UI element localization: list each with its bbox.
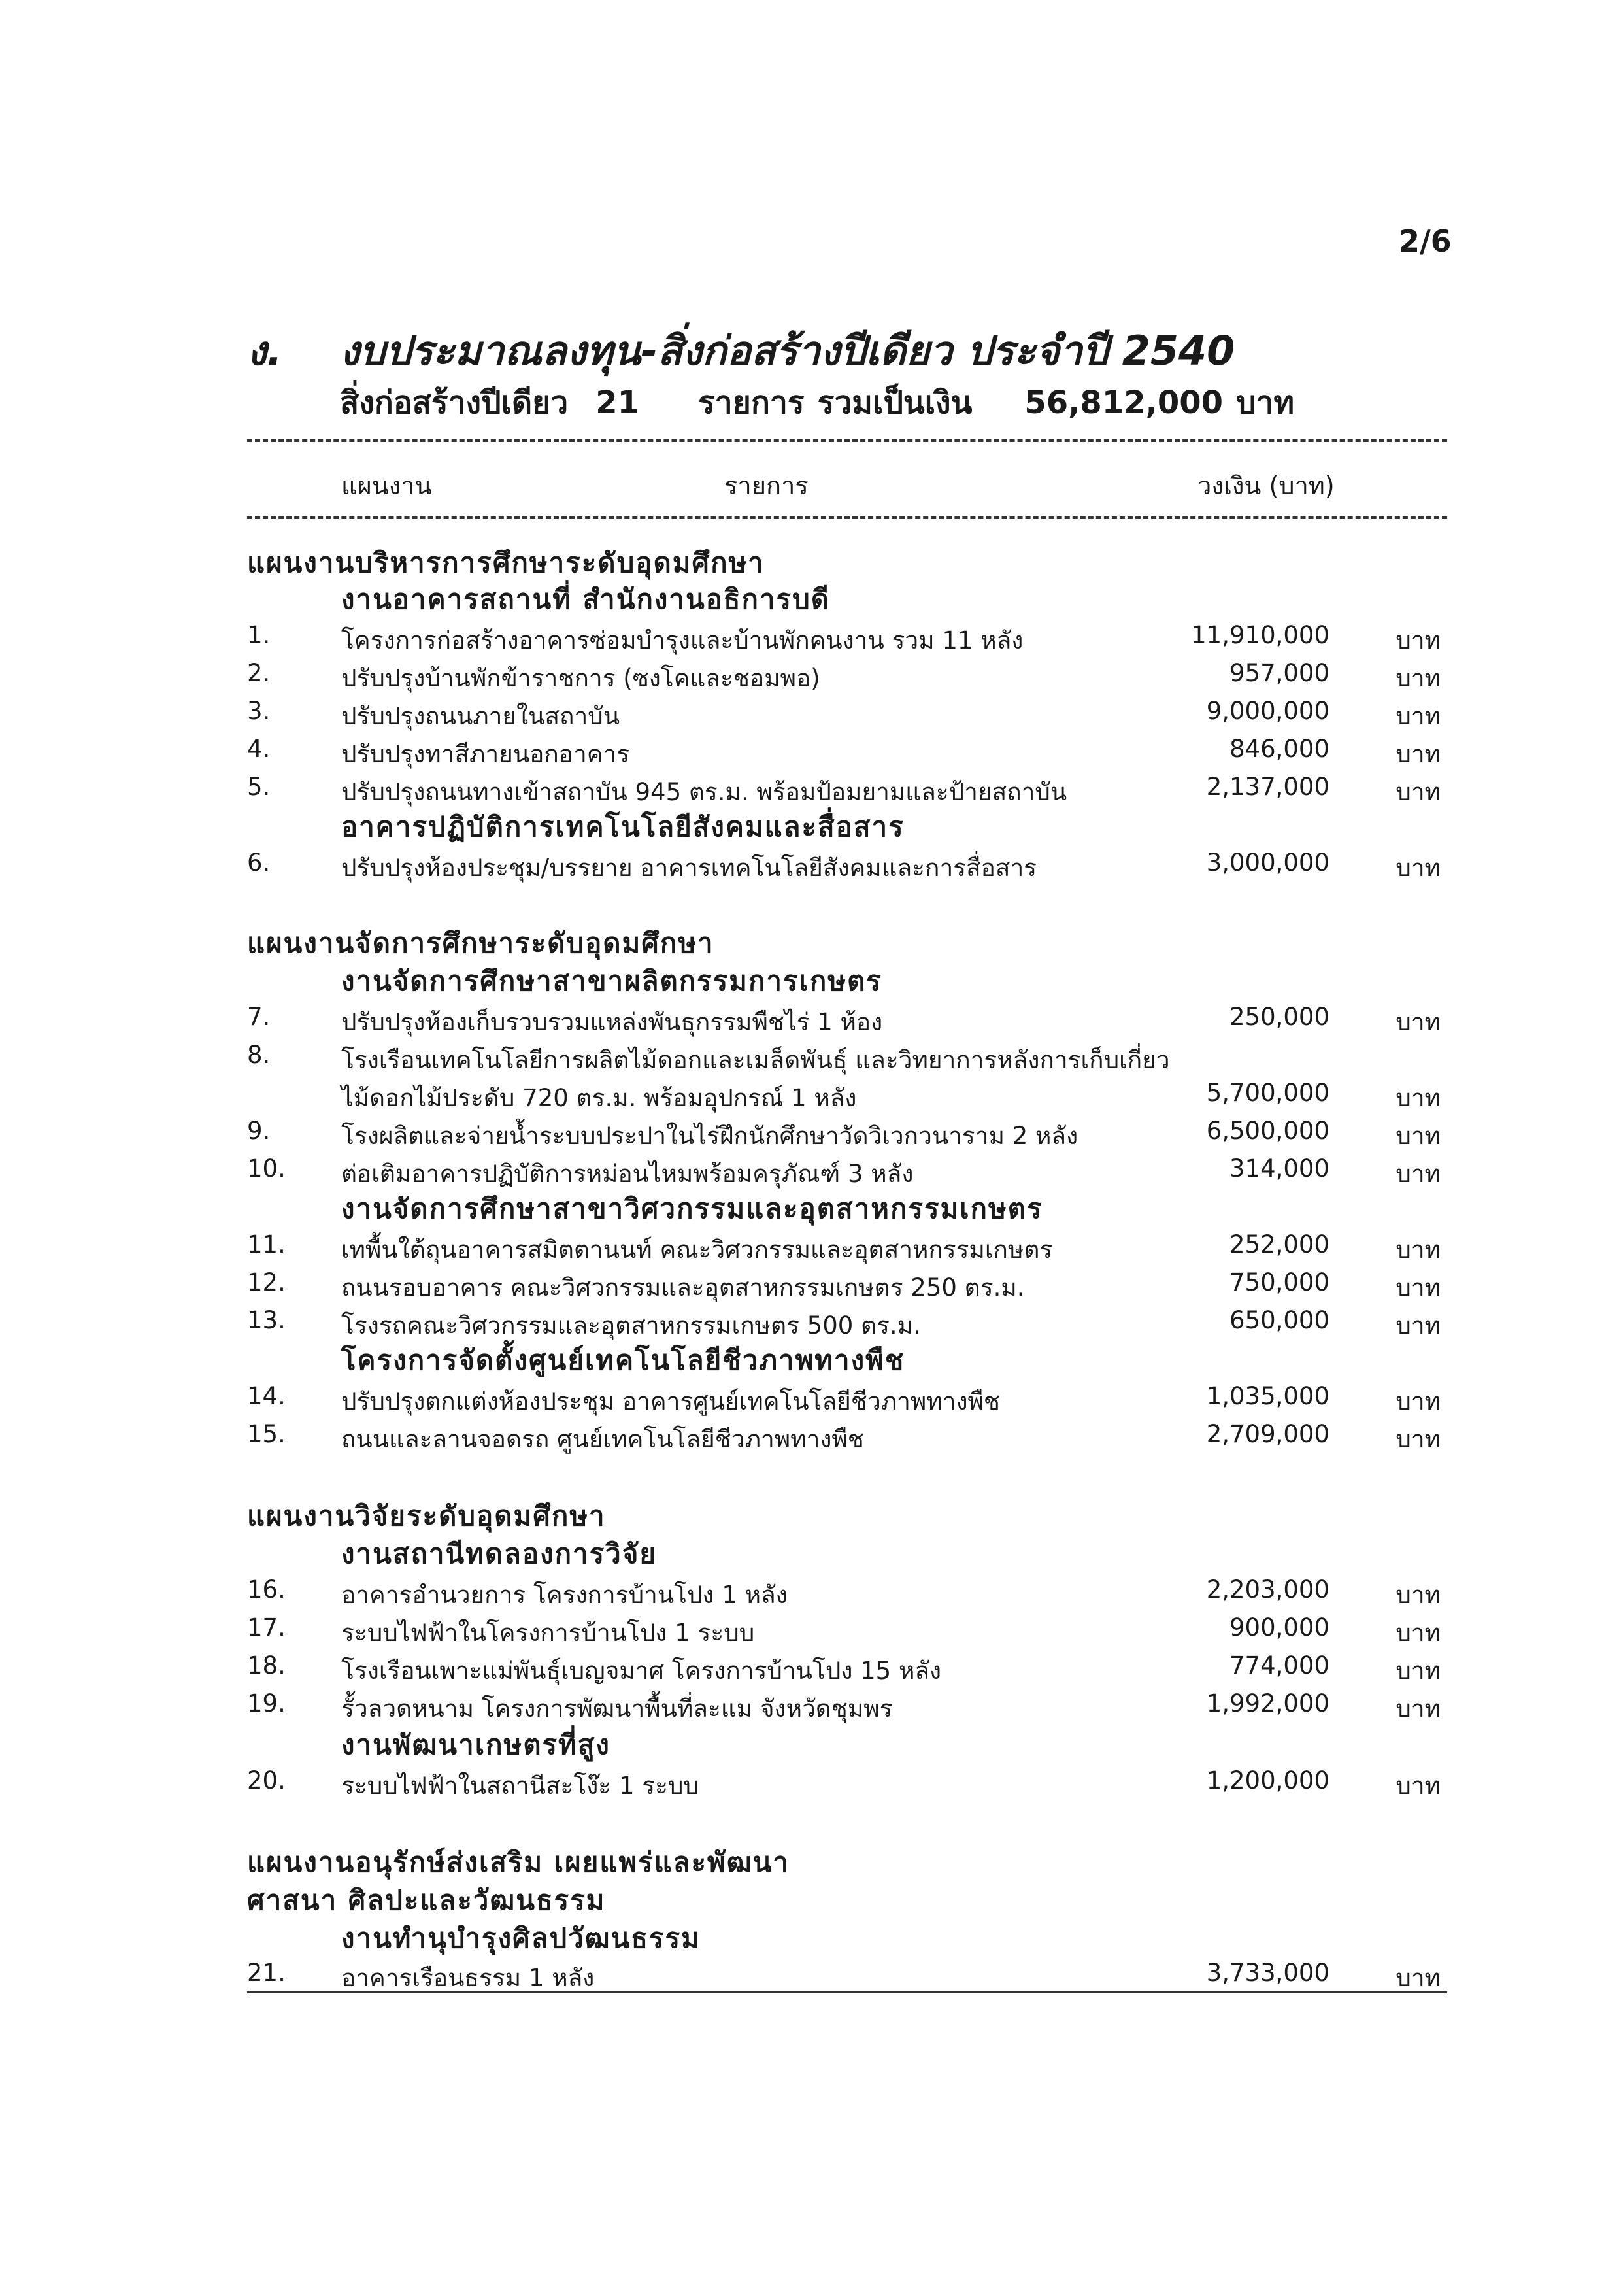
- header-items: รายการ: [724, 471, 809, 500]
- item-unit: บาท: [1395, 1772, 1441, 1800]
- subtitle-total: 56,812,000: [1024, 384, 1224, 421]
- item-amount: 1,992,000: [1206, 1689, 1329, 1717]
- dashed-divider-top: [247, 439, 1447, 442]
- item-amount: 1,035,000: [1206, 1382, 1329, 1410]
- table-row: [247, 1117, 1447, 1153]
- subtitle-label: สิ่งก่อสร้างปีเดียว: [340, 384, 569, 421]
- section-plan-culture-line1: แผนงานอนุรักษ์ส่งเสริม เผยแพร่และพัฒนา: [247, 1846, 790, 1878]
- item-unit: บาท: [1395, 1008, 1441, 1036]
- item-amount: 314,000: [1229, 1155, 1329, 1183]
- item-unit: บาท: [1395, 1425, 1441, 1453]
- item-unit: บาท: [1395, 1619, 1441, 1647]
- item-unit: บาท: [1395, 1236, 1441, 1264]
- table-row: [247, 849, 1447, 885]
- item-number: 11.: [247, 1230, 286, 1258]
- item-number: 18.: [247, 1651, 286, 1680]
- item-description: รั้วลวดหนาม โครงการพัฒนาพื้นที่ละแม จังหวัดชุมพร: [341, 1695, 893, 1723]
- subtitle: [340, 378, 1322, 428]
- table-row: [247, 621, 1447, 658]
- item-description: อาคารอำนวยการ โครงการบ้านโปง 1 หลัง: [341, 1581, 788, 1609]
- table-row: [247, 735, 1447, 771]
- item-number: 8.: [247, 1041, 271, 1069]
- item-amount: 2,203,000: [1206, 1576, 1329, 1604]
- item-amount: 1,200,000: [1206, 1766, 1329, 1795]
- item-description: ปรับปรุงห้องประชุม/บรรยาย อาคารเทคโนโลยีสังคมและการสื่อสาร: [341, 854, 1037, 882]
- item-amount: 900,000: [1229, 1613, 1329, 1642]
- item-number: 3.: [247, 697, 271, 725]
- table-row: [247, 1041, 1447, 1118]
- item-description: โรงเรือนเทคโนโลยีการผลิตไม้ดอกและเมล็ดพันธุ์ และวิทยาการหลังการเก็บเกี่ยว: [341, 1046, 1170, 1074]
- item-unit: บาท: [1395, 1084, 1441, 1112]
- item-description: ปรับปรุงบ้านพักข้าราชการ (ซงโคและชอมพอ): [341, 664, 820, 692]
- header-plan: แผนงาน: [341, 471, 432, 500]
- item-unit: บาท: [1395, 1387, 1441, 1415]
- item-unit: บาท: [1395, 626, 1441, 654]
- item-number: 15.: [247, 1420, 286, 1448]
- item-description: อาคารเรือนธรรม 1 หลัง: [341, 1964, 595, 1992]
- section-work-stations: งานสถานีทดลองการวิจัย: [341, 1538, 657, 1570]
- item-description: ระบบไฟฟ้าในโครงการบ้านโปง 1 ระบบ: [341, 1619, 755, 1647]
- item-amount: 957,000: [1229, 659, 1329, 687]
- item-number: 10.: [247, 1155, 286, 1183]
- item-amount: 5,700,000: [1206, 1079, 1329, 1107]
- item-amount: 9,000,000: [1206, 697, 1329, 725]
- item-amount: 3,000,000: [1206, 849, 1329, 877]
- item-description: ต่อเติมอาคารปฏิบัติการหม่อนไหมพร้อมครุภัณฑ์ 3 หลัง: [341, 1160, 914, 1188]
- section-work-highland: งานพัฒนาเกษตรที่สูง: [341, 1729, 610, 1761]
- table-row: [247, 1689, 1447, 1726]
- section-plan-culture-line2: ศาสนา ศิลปะและวัฒนธรรม: [247, 1884, 606, 1916]
- item-number: 17.: [247, 1613, 286, 1642]
- item-number: 20.: [247, 1766, 286, 1795]
- item-number: 14.: [247, 1382, 286, 1410]
- page-number: 2/6: [1399, 224, 1452, 259]
- table-row: [247, 1959, 1447, 1993]
- item-unit: บาท: [1395, 1274, 1441, 1302]
- section-plan-admin: แผนงานบริหารการศึกษาระดับอุดมศึกษา: [247, 547, 765, 579]
- table-row: [247, 1766, 1447, 1803]
- subtitle-count: 21: [595, 384, 640, 421]
- item-unit: บาท: [1395, 664, 1441, 692]
- subtitle-total-label: รวมเป็นเงิน: [817, 384, 973, 421]
- table-row: [247, 1420, 1447, 1457]
- section-work-culture: งานทำนุบำรุงศิลปวัฒนธรรม: [341, 1922, 701, 1954]
- item-amount: 750,000: [1229, 1268, 1329, 1296]
- item-number: 7.: [247, 1003, 271, 1031]
- item-description: โครงการก่อสร้างอาคารซ่อมบำรุงและบ้านพักคนงาน รวม 11 หลัง: [341, 626, 1024, 654]
- item-amount: 774,000: [1229, 1651, 1329, 1680]
- item-unit: บาท: [1395, 1657, 1441, 1685]
- item-description: ปรับปรุงห้องเก็บรวบรวมแหล่งพันธุกรรมพืชไร่ 1 ห้อง: [341, 1008, 883, 1036]
- item-unit: บาท: [1395, 1581, 1441, 1609]
- section-plan-research: แผนงานวิจัยระดับอุดมศึกษา: [247, 1500, 606, 1532]
- item-description: โรงผลิตและจ่ายน้ำระบบประปาในไร่ฝึกนักศึกษาวัดวิเวกวนาราม 2 หลัง: [341, 1122, 1078, 1150]
- item-description: ถนนรอบอาคาร คณะวิศวกรรมและอุตสาหกรรมเกษตร 250 ตร.ม.: [341, 1274, 1025, 1302]
- title-prefix: ง.: [247, 327, 282, 375]
- table-row: [247, 1306, 1447, 1343]
- table-row: [247, 1613, 1447, 1650]
- section-work-buildings: งานอาคารสถานที่ สำนักงานอธิการบดี: [341, 583, 831, 615]
- item-amount: 252,000: [1229, 1230, 1329, 1258]
- section-work-engineering: งานจัดการศึกษาสาขาวิศวกรรมและอุตสาหกรรมเกษตร: [341, 1192, 1043, 1224]
- item-number: 2.: [247, 659, 271, 687]
- item-unit: บาท: [1395, 702, 1441, 730]
- table-row: [247, 1382, 1447, 1419]
- table-row: [247, 1230, 1447, 1267]
- item-unit: บาท: [1395, 1964, 1441, 1992]
- item-description: เทพื้นใต้ถุนอาคารสมิตตานนท์ คณะวิศวกรรมและอุตสาหกรรมเกษตร: [341, 1236, 1053, 1264]
- item-number: 19.: [247, 1689, 286, 1717]
- table-row: [247, 1003, 1447, 1039]
- subtitle-unit: บาท: [1236, 384, 1295, 421]
- item-unit: บาท: [1395, 1122, 1441, 1150]
- item-unit: บาท: [1395, 1695, 1441, 1723]
- item-description: ปรับปรุงตกแต่งห้องประชุม อาคารศูนย์เทคโนโลยีชีวภาพทางพืช: [341, 1387, 1001, 1415]
- item-number: 21.: [247, 1959, 286, 1987]
- item-number: 5.: [247, 773, 271, 801]
- subtitle-items-label: รายการ: [698, 384, 805, 421]
- section-work-social-tech: อาคารปฏิบัติการเทคโนโลยีสังคมและสื่อสาร: [341, 811, 905, 843]
- item-unit: บาท: [1395, 1160, 1441, 1188]
- section-work-biotech: โครงการจัดตั้งศูนย์เทคโนโลยีชีวภาพทางพืช: [341, 1344, 905, 1376]
- dashed-divider-header: [247, 516, 1447, 519]
- table-row: [247, 773, 1447, 809]
- item-number: 4.: [247, 735, 271, 763]
- item-unit: บาท: [1395, 854, 1441, 882]
- item-amount: 250,000: [1229, 1003, 1329, 1031]
- item-number: 12.: [247, 1268, 286, 1296]
- item-number: 13.: [247, 1306, 286, 1334]
- document-title: งบประมาณลงทุน-สิ่งก่อสร้างปีเดียว ประจำปี 2540: [340, 327, 1235, 375]
- item-number: 16.: [247, 1576, 286, 1604]
- table-row: [247, 1268, 1447, 1305]
- item-number: 1.: [247, 621, 271, 649]
- item-unit: บาท: [1395, 1311, 1441, 1340]
- section-plan-education: แผนงานจัดการศึกษาระดับอุดมศึกษา: [247, 927, 714, 959]
- item-unit: บาท: [1395, 740, 1441, 768]
- item-amount: 2,709,000: [1206, 1420, 1329, 1448]
- item-unit: บาท: [1395, 778, 1441, 806]
- item-amount: 6,500,000: [1206, 1117, 1329, 1145]
- item-amount: 2,137,000: [1206, 773, 1329, 801]
- item-description: ระบบไฟฟ้าในสถานีสะโง๊ะ 1 ระบบ: [341, 1772, 699, 1800]
- item-description: ปรับปรุงถนนทางเข้าสถาบัน 945 ตร.ม. พร้อมป้อมยามและป้ายสถาบัน: [341, 778, 1067, 806]
- item-description: โรงเรือนเพาะแม่พันธุ์เบญจมาศ โครงการบ้านโปง 15 หลัง: [341, 1657, 942, 1685]
- table-row: [247, 659, 1447, 696]
- item-amount: 3,733,000: [1206, 1959, 1329, 1987]
- item-amount: 846,000: [1229, 735, 1329, 763]
- item-amount: 650,000: [1229, 1306, 1329, 1334]
- table-row: [247, 697, 1447, 734]
- item-description-cont: ไม้ดอกไม้ประดับ 720 ตร.ม. พร้อมอุปกรณ์ 1 หลัง: [341, 1084, 857, 1112]
- item-description: โรงรถคณะวิศวกรรมและอุตสาหกรรมเกษตร 500 ตร.ม.: [341, 1311, 921, 1340]
- item-number: 9.: [247, 1117, 271, 1145]
- item-description: ถนนและลานจอดรถ ศูนย์เทคโนโลยีชีวภาพทางพืช: [341, 1425, 864, 1453]
- item-amount: 11,910,000: [1191, 621, 1329, 649]
- item-description: ปรับปรุงทาสีภายนอกอาคาร: [341, 740, 630, 768]
- table-row: [247, 1155, 1447, 1191]
- table-row: [247, 1651, 1447, 1688]
- table-row: [247, 1576, 1447, 1612]
- item-description: ปรับปรุงถนนภายในสถาบัน: [341, 702, 620, 730]
- item-number: 6.: [247, 849, 271, 877]
- section-work-agri-production: งานจัดการศึกษาสาขาผลิตกรรมการเกษตร: [341, 965, 882, 997]
- header-amount: วงเงิน (บาท): [1197, 471, 1335, 500]
